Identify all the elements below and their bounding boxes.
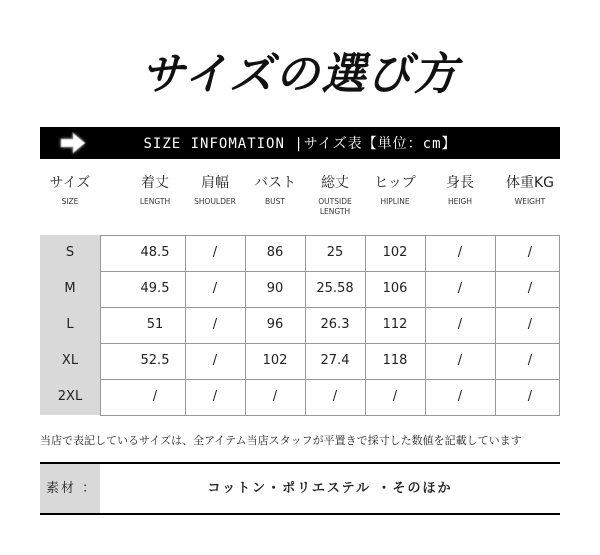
size-info-banner	[40, 127, 560, 159]
table-cell: /	[272, 389, 278, 404]
table-cell: 26.3	[320, 317, 350, 332]
table-cell: 48.5	[140, 245, 170, 260]
size-cell: M	[64, 281, 76, 296]
table-row	[40, 343, 560, 379]
table-cell: /	[527, 317, 533, 332]
table-cell: 90	[266, 281, 284, 296]
column-header	[185, 172, 245, 207]
table-cell: 112	[382, 317, 408, 332]
table-cell: /	[392, 389, 398, 404]
table-cell: /	[212, 389, 218, 404]
table-cell: /	[527, 353, 533, 368]
table-cell: 102	[382, 245, 408, 260]
table-cell: /	[527, 281, 533, 296]
table-cell: 106	[382, 281, 408, 296]
table-cell: /	[527, 389, 533, 404]
column-header-jp: 体重KG	[505, 175, 555, 191]
table-cell: /	[457, 317, 463, 332]
table-cell: 96	[266, 317, 284, 332]
table-cell: /	[457, 245, 463, 260]
table-header	[40, 172, 560, 224]
size-cell: 2XL	[57, 389, 83, 404]
column-header-jp: ヒップ	[374, 175, 416, 191]
column-header-jp: バスト	[254, 175, 296, 191]
table-cell: 52.5	[140, 353, 170, 368]
table-cell: /	[332, 389, 338, 404]
measurement-note: 当店で表記しているサイズは、全アイテム当店スタッフが平置きで採寸した数値を記載しています	[40, 434, 522, 447]
table-cell: /	[212, 353, 218, 368]
column-header-jp: 着丈	[141, 175, 169, 191]
banner-text: SIZE INFOMATION |サイズ表【単位：cm】	[143, 136, 457, 152]
table-cell: /	[152, 389, 158, 404]
column-header	[430, 172, 490, 207]
material-label: 素材 ：	[40, 464, 100, 513]
column-header	[245, 172, 305, 207]
table-cell: /	[212, 281, 218, 296]
column-header	[125, 172, 185, 207]
table-row	[40, 307, 560, 343]
column-header-en: SIZE	[61, 197, 79, 206]
column-header-en: SHOULDER	[194, 197, 236, 206]
size-cell: S	[65, 245, 75, 260]
table-cell: 27.4	[320, 353, 350, 368]
page-title: サイズの選び方	[140, 49, 460, 100]
column-header-jp: 総丈	[321, 175, 349, 191]
table-cell: /	[457, 281, 463, 296]
material-value: コットン・ポリエステル ・そのほか	[207, 481, 453, 496]
table-cell: 25	[326, 245, 344, 260]
column-header	[305, 172, 365, 217]
column-header-jp: 肩幅	[201, 175, 229, 191]
table-row	[40, 379, 560, 415]
column-header-en: LENGTH	[139, 197, 171, 206]
size-cell: L	[66, 317, 74, 332]
table-cell: /	[457, 353, 463, 368]
table-cell: /	[457, 389, 463, 404]
table-cell: 25.58	[316, 281, 354, 296]
column-header	[365, 172, 425, 207]
column-header-en: OUTSIDE LENGTH	[318, 197, 352, 216]
column-header	[500, 172, 560, 207]
column-header-jp: 身長	[446, 175, 474, 191]
table-cell: 102	[262, 353, 288, 368]
table-cell: /	[527, 245, 533, 260]
material-divider	[40, 513, 560, 515]
column-header-en: WEIGHT	[514, 197, 546, 206]
size-table	[40, 235, 560, 415]
table-cell: 86	[266, 245, 284, 260]
table-cell: /	[212, 317, 218, 332]
column-header-en: HIPLINE	[380, 197, 410, 206]
column-header-en: HEIGH	[447, 197, 473, 206]
column-header	[40, 172, 100, 207]
table-cell: 118	[382, 353, 408, 368]
table-cell: 51	[146, 317, 164, 332]
column-header-jp: サイズ	[49, 175, 91, 191]
table-cell: 49.5	[140, 281, 170, 296]
column-header-en: BUST	[265, 197, 285, 206]
table-row	[40, 235, 560, 271]
table-row	[40, 271, 560, 307]
table-cell: /	[212, 245, 218, 260]
table-divider	[100, 415, 560, 416]
size-cell: XL	[61, 353, 79, 368]
